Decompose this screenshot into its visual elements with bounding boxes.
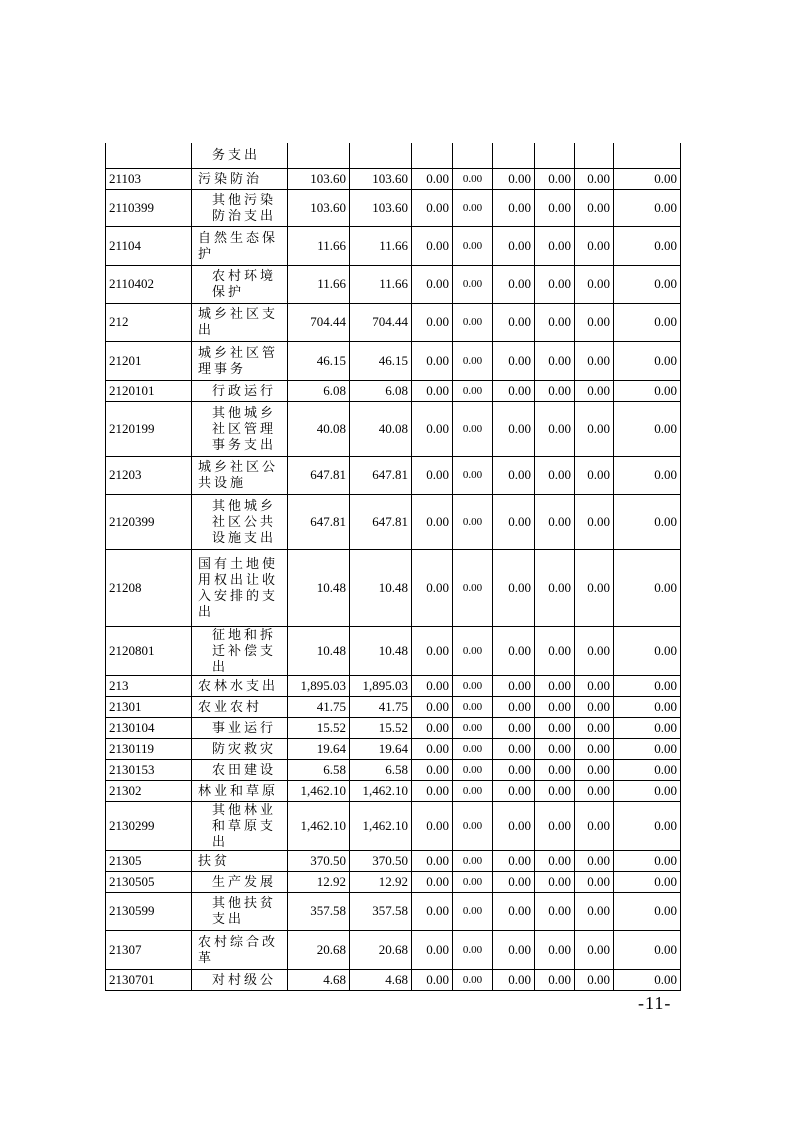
amount-cell: 0.00 xyxy=(412,549,453,626)
amount-cell: 41.75 xyxy=(288,696,350,717)
amount-cell: 0.00 xyxy=(412,780,453,801)
table-row xyxy=(106,341,681,380)
amount-cell: 1,462.10 xyxy=(288,801,350,850)
amount-cell: 103.60 xyxy=(288,189,350,226)
amount-cell xyxy=(288,143,350,168)
amount-cell: 103.60 xyxy=(350,189,412,226)
amount-cell: 0.00 xyxy=(412,626,453,675)
subject-name-cell: 其他城乡社区管理事务支出 xyxy=(192,401,288,456)
amount-cell: 10.48 xyxy=(350,549,412,626)
amount-cell: 0.00 xyxy=(614,265,681,303)
amount-cell: 0.00 xyxy=(575,549,614,626)
amount-cell: 20.68 xyxy=(288,930,350,969)
amount-cell: 0.00 xyxy=(575,780,614,801)
subject-name-cell: 其他林业和草原支出 xyxy=(192,801,288,850)
amount-cell: 0.00 xyxy=(535,892,575,930)
amount-cell: 1,895.03 xyxy=(350,675,412,696)
amount-cell: 0.00 xyxy=(412,738,453,759)
amount-cell: 0.00 xyxy=(493,456,535,494)
table-row xyxy=(106,892,681,930)
table-row xyxy=(106,871,681,892)
amount-cell: 0.00 xyxy=(493,871,535,892)
subject-name-cell: 其他污染防治支出 xyxy=(192,189,288,226)
amount-cell: 0.00 xyxy=(453,303,493,341)
amount-cell: 0.00 xyxy=(493,549,535,626)
amount-cell: 0.00 xyxy=(412,456,453,494)
amount-cell: 46.15 xyxy=(350,341,412,380)
amount-cell: 0.00 xyxy=(412,401,453,456)
amount-cell: 0.00 xyxy=(535,380,575,401)
amount-cell: 357.58 xyxy=(288,892,350,930)
amount-cell: 0.00 xyxy=(493,380,535,401)
budget-table xyxy=(105,143,681,991)
amount-cell: 0.00 xyxy=(412,226,453,265)
amount-cell: 0.00 xyxy=(493,226,535,265)
table-body xyxy=(106,143,681,990)
amount-cell: 0.00 xyxy=(575,871,614,892)
amount-cell: 0.00 xyxy=(614,850,681,871)
subject-name-cell: 污染防治 xyxy=(192,168,288,189)
amount-cell: 0.00 xyxy=(412,494,453,549)
amount-cell: 0.00 xyxy=(614,401,681,456)
amount-cell: 6.08 xyxy=(288,380,350,401)
amount-cell: 0.00 xyxy=(535,189,575,226)
amount-cell: 0.00 xyxy=(412,717,453,738)
table-row xyxy=(106,226,681,265)
subject-code-cell: 2120801 xyxy=(106,626,192,675)
amount-cell: 0.00 xyxy=(575,969,614,990)
amount-cell: 647.81 xyxy=(350,456,412,494)
amount-cell: 6.08 xyxy=(350,380,412,401)
amount-cell: 0.00 xyxy=(575,303,614,341)
amount-cell: 0.00 xyxy=(614,759,681,780)
amount-cell: 0.00 xyxy=(535,850,575,871)
amount-cell: 10.48 xyxy=(350,626,412,675)
amount-cell: 1,462.10 xyxy=(350,801,412,850)
amount-cell: 0.00 xyxy=(535,168,575,189)
amount-cell: 6.58 xyxy=(288,759,350,780)
amount-cell: 0.00 xyxy=(535,226,575,265)
table-row xyxy=(106,930,681,969)
subject-code-cell: 21203 xyxy=(106,456,192,494)
amount-cell: 0.00 xyxy=(453,341,493,380)
subject-name-cell: 农田建设 xyxy=(192,759,288,780)
amount-cell: 0.00 xyxy=(493,696,535,717)
subject-name-cell: 事业运行 xyxy=(192,717,288,738)
amount-cell: 0.00 xyxy=(412,871,453,892)
amount-cell: 0.00 xyxy=(575,717,614,738)
subject-name-cell: 对村级公 xyxy=(192,969,288,990)
amount-cell: 0.00 xyxy=(575,168,614,189)
amount-cell: 0.00 xyxy=(614,675,681,696)
amount-cell: 0.00 xyxy=(535,265,575,303)
amount-cell: 4.68 xyxy=(288,969,350,990)
subject-name-cell: 农村综合改革 xyxy=(192,930,288,969)
amount-cell: 0.00 xyxy=(614,969,681,990)
subject-code-cell: 21208 xyxy=(106,549,192,626)
subject-name-cell: 自然生态保护 xyxy=(192,226,288,265)
amount-cell: 0.00 xyxy=(453,626,493,675)
table-row xyxy=(106,549,681,626)
amount-cell: 0.00 xyxy=(575,675,614,696)
amount-cell: 0.00 xyxy=(575,850,614,871)
subject-name-cell: 农村环境保护 xyxy=(192,265,288,303)
amount-cell: 6.58 xyxy=(350,759,412,780)
amount-cell xyxy=(614,143,681,168)
amount-cell: 0.00 xyxy=(614,626,681,675)
table-row xyxy=(106,189,681,226)
amount-cell: 0.00 xyxy=(453,265,493,303)
amount-cell: 0.00 xyxy=(614,226,681,265)
table-row xyxy=(106,303,681,341)
amount-cell: 370.50 xyxy=(350,850,412,871)
amount-cell: 0.00 xyxy=(614,780,681,801)
amount-cell: 0.00 xyxy=(493,892,535,930)
amount-cell: 0.00 xyxy=(575,189,614,226)
subject-code-cell: 2110402 xyxy=(106,265,192,303)
amount-cell: 0.00 xyxy=(535,626,575,675)
amount-cell: 0.00 xyxy=(453,780,493,801)
amount-cell: 1,895.03 xyxy=(288,675,350,696)
subject-code-cell: 2120199 xyxy=(106,401,192,456)
amount-cell: 0.00 xyxy=(412,675,453,696)
amount-cell: 0.00 xyxy=(575,801,614,850)
amount-cell: 0.00 xyxy=(535,456,575,494)
amount-cell: 0.00 xyxy=(575,401,614,456)
amount-cell: 40.08 xyxy=(350,401,412,456)
amount-cell: 0.00 xyxy=(535,401,575,456)
amount-cell: 0.00 xyxy=(575,494,614,549)
amount-cell: 0.00 xyxy=(535,675,575,696)
amount-cell: 0.00 xyxy=(412,892,453,930)
amount-cell: 1,462.10 xyxy=(350,780,412,801)
amount-cell: 704.44 xyxy=(350,303,412,341)
amount-cell: 103.60 xyxy=(350,168,412,189)
table-row xyxy=(106,380,681,401)
amount-cell: 0.00 xyxy=(535,303,575,341)
subject-name-cell: 城乡社区公共设施 xyxy=(192,456,288,494)
amount-cell: 0.00 xyxy=(535,494,575,549)
subject-code-cell: 2120101 xyxy=(106,380,192,401)
amount-cell: 0.00 xyxy=(614,189,681,226)
amount-cell: 103.60 xyxy=(288,168,350,189)
amount-cell: 0.00 xyxy=(453,226,493,265)
amount-cell: 10.48 xyxy=(288,626,350,675)
amount-cell: 41.75 xyxy=(350,696,412,717)
amount-cell: 0.00 xyxy=(575,265,614,303)
amount-cell: 0.00 xyxy=(493,738,535,759)
table-row xyxy=(106,759,681,780)
amount-cell: 0.00 xyxy=(614,930,681,969)
subject-name-cell: 防灾救灾 xyxy=(192,738,288,759)
amount-cell: 0.00 xyxy=(493,930,535,969)
amount-cell: 0.00 xyxy=(493,801,535,850)
amount-cell: 0.00 xyxy=(614,696,681,717)
subject-name-cell: 其他城乡社区公共设施支出 xyxy=(192,494,288,549)
amount-cell xyxy=(493,143,535,168)
amount-cell: 0.00 xyxy=(535,759,575,780)
table-row xyxy=(106,401,681,456)
amount-cell: 12.92 xyxy=(288,871,350,892)
subject-code-cell: 21305 xyxy=(106,850,192,871)
amount-cell: 0.00 xyxy=(575,892,614,930)
amount-cell: 11.66 xyxy=(350,265,412,303)
amount-cell: 0.00 xyxy=(493,969,535,990)
table-row xyxy=(106,168,681,189)
amount-cell: 0.00 xyxy=(575,738,614,759)
subject-code-cell: 2130153 xyxy=(106,759,192,780)
amount-cell: 0.00 xyxy=(453,401,493,456)
amount-cell: 0.00 xyxy=(453,738,493,759)
amount-cell: 0.00 xyxy=(535,801,575,850)
amount-cell: 0.00 xyxy=(453,696,493,717)
amount-cell xyxy=(575,143,614,168)
subject-name-cell: 行政运行 xyxy=(192,380,288,401)
amount-cell: 11.66 xyxy=(350,226,412,265)
amount-cell: 0.00 xyxy=(453,675,493,696)
amount-cell: 0.00 xyxy=(614,341,681,380)
amount-cell: 15.52 xyxy=(288,717,350,738)
amount-cell: 0.00 xyxy=(493,341,535,380)
table-row xyxy=(106,717,681,738)
subject-name-cell: 农业农村 xyxy=(192,696,288,717)
subject-code-cell: 21302 xyxy=(106,780,192,801)
amount-cell xyxy=(350,143,412,168)
amount-cell: 0.00 xyxy=(614,871,681,892)
subject-name-cell: 城乡社区支出 xyxy=(192,303,288,341)
amount-cell: 0.00 xyxy=(493,401,535,456)
amount-cell: 20.68 xyxy=(350,930,412,969)
amount-cell: 0.00 xyxy=(535,341,575,380)
amount-cell: 0.00 xyxy=(412,341,453,380)
subject-name-cell: 林业和草原 xyxy=(192,780,288,801)
amount-cell: 0.00 xyxy=(614,717,681,738)
amount-cell: 1,462.10 xyxy=(288,780,350,801)
amount-cell: 0.00 xyxy=(535,780,575,801)
amount-cell: 12.92 xyxy=(350,871,412,892)
amount-cell: 0.00 xyxy=(614,168,681,189)
amount-cell: 0.00 xyxy=(575,341,614,380)
amount-cell: 0.00 xyxy=(412,850,453,871)
subject-name-cell: 城乡社区管理事务 xyxy=(192,341,288,380)
amount-cell: 0.00 xyxy=(493,675,535,696)
amount-cell: 0.00 xyxy=(493,168,535,189)
amount-cell: 11.66 xyxy=(288,226,350,265)
amount-cell: 0.00 xyxy=(575,930,614,969)
amount-cell: 0.00 xyxy=(453,892,493,930)
subject-code-cell: 2130299 xyxy=(106,801,192,850)
amount-cell: 19.64 xyxy=(288,738,350,759)
amount-cell: 0.00 xyxy=(493,494,535,549)
table-row xyxy=(106,738,681,759)
amount-cell: 0.00 xyxy=(575,226,614,265)
amount-cell: 0.00 xyxy=(453,850,493,871)
amount-cell: 0.00 xyxy=(535,549,575,626)
subject-code-cell: 2130104 xyxy=(106,717,192,738)
amount-cell: 0.00 xyxy=(412,801,453,850)
amount-cell: 0.00 xyxy=(412,265,453,303)
subject-name-cell: 农林水支出 xyxy=(192,675,288,696)
amount-cell: 0.00 xyxy=(535,871,575,892)
amount-cell: 647.81 xyxy=(288,494,350,549)
amount-cell: 0.00 xyxy=(614,801,681,850)
amount-cell: 0.00 xyxy=(453,759,493,780)
amount-cell: 0.00 xyxy=(453,380,493,401)
amount-cell: 0.00 xyxy=(493,759,535,780)
amount-cell: 0.00 xyxy=(535,738,575,759)
amount-cell: 0.00 xyxy=(412,303,453,341)
subject-name-cell: 扶贫 xyxy=(192,850,288,871)
amount-cell: 0.00 xyxy=(412,969,453,990)
amount-cell: 0.00 xyxy=(614,303,681,341)
amount-cell xyxy=(412,143,453,168)
amount-cell: 0.00 xyxy=(535,969,575,990)
subject-code-cell: 21307 xyxy=(106,930,192,969)
amount-cell: 0.00 xyxy=(453,494,493,549)
amount-cell: 0.00 xyxy=(453,717,493,738)
amount-cell: 0.00 xyxy=(493,850,535,871)
subject-code-cell: 21104 xyxy=(106,226,192,265)
subject-code-cell: 21103 xyxy=(106,168,192,189)
amount-cell: 0.00 xyxy=(453,549,493,626)
amount-cell: 704.44 xyxy=(288,303,350,341)
subject-code-cell: 21301 xyxy=(106,696,192,717)
amount-cell: 0.00 xyxy=(453,456,493,494)
table-row xyxy=(106,780,681,801)
subject-code-cell: 2110399 xyxy=(106,189,192,226)
table-row xyxy=(106,265,681,303)
amount-cell: 0.00 xyxy=(412,189,453,226)
amount-cell: 0.00 xyxy=(493,303,535,341)
amount-cell: 0.00 xyxy=(535,696,575,717)
amount-cell: 0.00 xyxy=(614,738,681,759)
amount-cell: 0.00 xyxy=(614,456,681,494)
amount-cell: 0.00 xyxy=(412,759,453,780)
subject-code-cell: 212 xyxy=(106,303,192,341)
amount-cell: 0.00 xyxy=(575,626,614,675)
table-row xyxy=(106,696,681,717)
table-row xyxy=(106,801,681,850)
amount-cell: 0.00 xyxy=(535,717,575,738)
amount-cell: 357.58 xyxy=(350,892,412,930)
subject-name-cell: 国有土地使用权出让收入安排的支出 xyxy=(192,549,288,626)
amount-cell: 647.81 xyxy=(350,494,412,549)
table-row xyxy=(106,626,681,675)
amount-cell: 0.00 xyxy=(614,892,681,930)
amount-cell: 0.00 xyxy=(614,494,681,549)
subject-code-cell: 213 xyxy=(106,675,192,696)
amount-cell: 0.00 xyxy=(493,717,535,738)
amount-cell: 0.00 xyxy=(493,265,535,303)
amount-cell: 0.00 xyxy=(412,168,453,189)
page-number: -11- xyxy=(638,993,672,1013)
subject-code-cell: 2130599 xyxy=(106,892,192,930)
table-row xyxy=(106,850,681,871)
amount-cell xyxy=(453,143,493,168)
amount-cell: 15.52 xyxy=(350,717,412,738)
amount-cell: 370.50 xyxy=(288,850,350,871)
subject-code-cell: 2130119 xyxy=(106,738,192,759)
amount-cell: 0.00 xyxy=(412,380,453,401)
amount-cell: 0.00 xyxy=(493,626,535,675)
subject-code-cell: 21201 xyxy=(106,341,192,380)
amount-cell: 10.48 xyxy=(288,549,350,626)
amount-cell: 0.00 xyxy=(493,189,535,226)
subject-code-cell xyxy=(106,143,192,168)
table-row xyxy=(106,969,681,990)
amount-cell: 0.00 xyxy=(575,759,614,780)
amount-cell: 0.00 xyxy=(412,696,453,717)
amount-cell: 0.00 xyxy=(575,380,614,401)
subject-code-cell: 2120399 xyxy=(106,494,192,549)
amount-cell: 11.66 xyxy=(288,265,350,303)
table-row xyxy=(106,675,681,696)
subject-code-cell: 2130701 xyxy=(106,969,192,990)
amount-cell: 0.00 xyxy=(614,549,681,626)
subject-name-cell: 务支出 xyxy=(192,143,288,168)
amount-cell: 0.00 xyxy=(412,930,453,969)
amount-cell: 46.15 xyxy=(288,341,350,380)
subject-code-cell: 2130505 xyxy=(106,871,192,892)
amount-cell: 0.00 xyxy=(535,930,575,969)
amount-cell: 0.00 xyxy=(453,168,493,189)
amount-cell: 4.68 xyxy=(350,969,412,990)
table-row xyxy=(106,456,681,494)
amount-cell: 0.00 xyxy=(453,189,493,226)
amount-cell xyxy=(535,143,575,168)
amount-cell: 19.64 xyxy=(350,738,412,759)
amount-cell: 0.00 xyxy=(614,380,681,401)
subject-name-cell: 征地和拆迁补偿支出 xyxy=(192,626,288,675)
amount-cell: 40.08 xyxy=(288,401,350,456)
amount-cell: 0.00 xyxy=(453,871,493,892)
table-row xyxy=(106,143,681,168)
table-row xyxy=(106,494,681,549)
amount-cell: 0.00 xyxy=(453,930,493,969)
amount-cell: 0.00 xyxy=(575,696,614,717)
subject-name-cell: 其他扶贫支出 xyxy=(192,892,288,930)
subject-name-cell: 生产发展 xyxy=(192,871,288,892)
amount-cell: 0.00 xyxy=(453,969,493,990)
amount-cell: 0.00 xyxy=(453,801,493,850)
amount-cell: 647.81 xyxy=(288,456,350,494)
budget-table-container xyxy=(105,143,680,991)
amount-cell: 0.00 xyxy=(575,456,614,494)
amount-cell: 0.00 xyxy=(493,780,535,801)
